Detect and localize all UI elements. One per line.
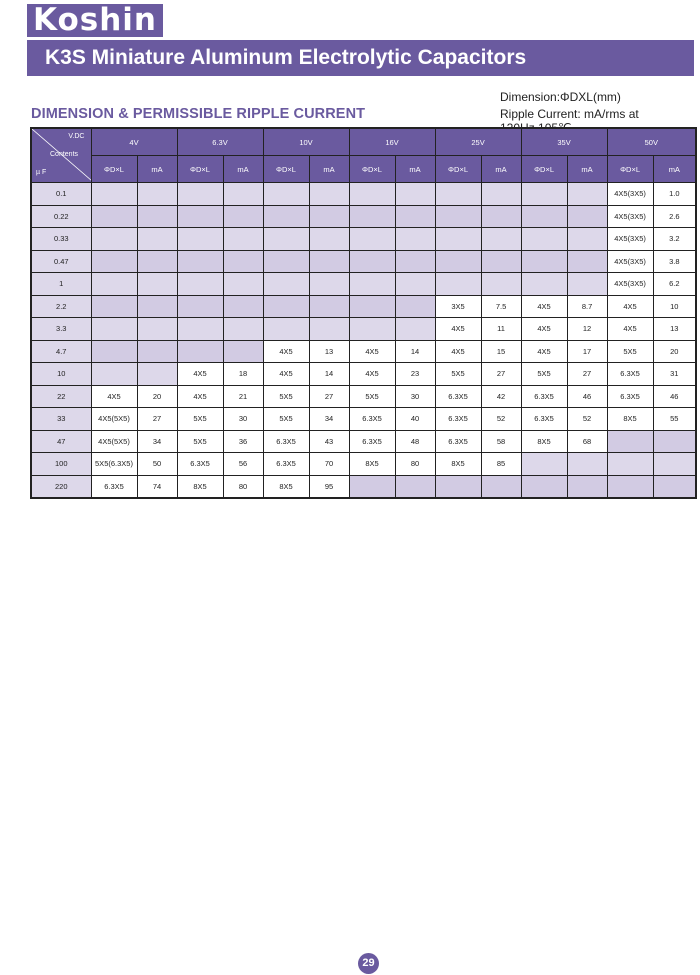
- dimension-cell: 5X5: [607, 340, 653, 363]
- ripple-current-cell: 20: [653, 340, 696, 363]
- ma-subheader: mA: [309, 156, 349, 183]
- capacitance-cell: 2.2: [31, 295, 91, 318]
- dimension-cell: 4X5: [521, 295, 567, 318]
- ripple-current-cell: 55: [653, 408, 696, 431]
- ripple-current-cell: 40: [395, 408, 435, 431]
- dimension-cell: 6.3X5: [263, 430, 309, 453]
- table-row: [31, 295, 696, 318]
- ripple-current-cell: [309, 183, 349, 206]
- ripple-current-cell: [309, 318, 349, 341]
- dimension-cell: 4X5: [177, 363, 223, 386]
- ripple-current-cell: 52: [481, 408, 521, 431]
- dimension-cell: 4X5: [177, 385, 223, 408]
- ripple-current-cell: [309, 205, 349, 228]
- ripple-current-cell: 14: [309, 363, 349, 386]
- section-title: DIMENSION & PERMISSIBLE RIPPLE CURRENT: [31, 106, 366, 122]
- ripple-current-cell: [567, 475, 607, 498]
- dimension-cell: 4X5(3X5): [607, 183, 653, 206]
- dim-subheader: ΦD×L: [435, 156, 481, 183]
- ripple-current-cell: [395, 318, 435, 341]
- capacitance-cell: 0.1: [31, 183, 91, 206]
- table-row: [31, 385, 696, 408]
- ripple-current-cell: 8.7: [567, 295, 607, 318]
- ripple-current-cell: 68: [567, 430, 607, 453]
- table-row: [31, 475, 696, 498]
- ripple-current-cell: [309, 295, 349, 318]
- ripple-current-cell: 95: [309, 475, 349, 498]
- dimension-cell: [177, 273, 223, 296]
- dimension-cell: [91, 340, 137, 363]
- dimension-cell: 6.3X5: [435, 408, 481, 431]
- ripple-current-cell: 85: [481, 453, 521, 476]
- dimension-cell: 3X5: [435, 295, 481, 318]
- dimension-cell: [263, 273, 309, 296]
- dimension-cell: [521, 228, 567, 251]
- dimension-cell: [263, 250, 309, 273]
- brand-logo: Koshin: [27, 4, 163, 37]
- corner-uf-label: µ F: [36, 169, 47, 176]
- ripple-current-cell: 6.2: [653, 273, 696, 296]
- dimension-cell: 8X5: [177, 475, 223, 498]
- ripple-current-cell: [223, 205, 263, 228]
- dimension-cell: 4X5: [521, 340, 567, 363]
- table-row: [31, 273, 696, 296]
- dimension-cell: [263, 183, 309, 206]
- ripple-current-cell: 21: [223, 385, 263, 408]
- dimension-cell: [435, 273, 481, 296]
- dimension-cell: [177, 228, 223, 251]
- ripple-current-cell: [567, 205, 607, 228]
- ripple-current-cell: [481, 205, 521, 228]
- ripple-current-cell: 48: [395, 430, 435, 453]
- dimension-cell: 8X5: [263, 475, 309, 498]
- ripple-current-cell: [137, 205, 177, 228]
- dimension-cell: 6.3X5: [263, 453, 309, 476]
- dimension-cell: 8X5: [349, 453, 395, 476]
- voltage-header: 10V: [263, 128, 349, 156]
- ripple-current-cell: [137, 295, 177, 318]
- table-corner: [31, 128, 91, 183]
- ripple-current-cell: [309, 250, 349, 273]
- ripple-current-cell: 30: [395, 385, 435, 408]
- dimension-cell: [177, 205, 223, 228]
- dimension-cell: [177, 250, 223, 273]
- ripple-current-cell: 10: [653, 295, 696, 318]
- ripple-current-cell: 31: [653, 363, 696, 386]
- ma-subheader: mA: [653, 156, 696, 183]
- ripple-current-cell: 43: [309, 430, 349, 453]
- ripple-current-cell: 50: [137, 453, 177, 476]
- dim-subheader: ΦD×L: [91, 156, 137, 183]
- dimension-cell: 5X5: [435, 363, 481, 386]
- ripple-current-cell: 56: [223, 453, 263, 476]
- dimension-cell: 6.3X5: [607, 385, 653, 408]
- ripple-current-cell: [395, 250, 435, 273]
- dimension-cell: 4X5: [349, 363, 395, 386]
- ripple-current-cell: [137, 318, 177, 341]
- dimension-cell: [91, 363, 137, 386]
- ripple-current-cell: [567, 250, 607, 273]
- dimension-cell: [349, 228, 395, 251]
- ripple-current-cell: 27: [137, 408, 177, 431]
- dimension-cell: [349, 205, 395, 228]
- ripple-current-cell: 2.6: [653, 205, 696, 228]
- voltage-header: 4V: [91, 128, 177, 156]
- ripple-current-cell: [395, 273, 435, 296]
- dim-subheader: ΦD×L: [607, 156, 653, 183]
- ripple-current-cell: [395, 205, 435, 228]
- ripple-current-cell: [395, 228, 435, 251]
- dimension-cell: [349, 318, 395, 341]
- dim-subheader: ΦD×L: [177, 156, 223, 183]
- ripple-current-cell: 13: [309, 340, 349, 363]
- ripple-current-cell: [137, 273, 177, 296]
- ripple-current-cell: 7.5: [481, 295, 521, 318]
- dimension-cell: [349, 183, 395, 206]
- ripple-current-cell: 80: [395, 453, 435, 476]
- ripple-current-cell: [653, 430, 696, 453]
- dimension-cell: 6.3X5: [91, 475, 137, 498]
- corner-contents-label: Contents: [50, 151, 79, 158]
- ripple-current-cell: 34: [309, 408, 349, 431]
- ripple-current-cell: 42: [481, 385, 521, 408]
- table-row: [31, 250, 696, 273]
- dimension-cell: 4X5: [607, 295, 653, 318]
- dimension-cell: 6.3X5: [521, 408, 567, 431]
- voltage-header: 35V: [521, 128, 607, 156]
- dimension-cell: 8X5: [435, 453, 481, 476]
- ripple-current-cell: 11: [481, 318, 521, 341]
- capacitance-cell: 33: [31, 408, 91, 431]
- dimension-cell: 4X5(5X5): [91, 430, 137, 453]
- dimension-cell: [91, 295, 137, 318]
- dimension-cell: 5X5: [263, 408, 309, 431]
- dimension-cell: [349, 273, 395, 296]
- dimension-cell: [435, 250, 481, 273]
- ripple-current-cell: 52: [567, 408, 607, 431]
- ma-subheader: mA: [567, 156, 607, 183]
- ripple-current-cell: [223, 340, 263, 363]
- ma-subheader: mA: [481, 156, 521, 183]
- capacitance-cell: 22: [31, 385, 91, 408]
- dimension-cell: 6.3X5: [177, 453, 223, 476]
- ripple-current-cell: [309, 228, 349, 251]
- dimension-cell: 4X5: [607, 318, 653, 341]
- ripple-current-cell: [137, 340, 177, 363]
- ripple-current-cell: [481, 273, 521, 296]
- ripple-current-cell: [309, 273, 349, 296]
- dimension-cell: 6.3X5: [349, 430, 395, 453]
- table-row: [31, 228, 696, 251]
- dimension-cell: 5X5: [263, 385, 309, 408]
- dimension-cell: 4X5(3X5): [607, 250, 653, 273]
- dimension-cell: [91, 183, 137, 206]
- dimension-cell: 4X5(3X5): [607, 205, 653, 228]
- ripple-current-cell: 80: [223, 475, 263, 498]
- ripple-current-cell: [223, 318, 263, 341]
- capacitance-cell: 0.22: [31, 205, 91, 228]
- ripple-current-cell: [653, 475, 696, 498]
- dimension-cell: 4X5: [91, 385, 137, 408]
- dimension-cell: [91, 318, 137, 341]
- table-row: [31, 318, 696, 341]
- table-row: [31, 430, 696, 453]
- ripple-current-cell: 3.8: [653, 250, 696, 273]
- dimension-cell: [521, 273, 567, 296]
- ripple-current-cell: [481, 228, 521, 251]
- table-body: [31, 183, 696, 499]
- page-number: 29: [358, 953, 379, 974]
- capacitance-cell: 10: [31, 363, 91, 386]
- voltage-header: 25V: [435, 128, 521, 156]
- dimension-cell: [177, 318, 223, 341]
- page-title: K3S Miniature Aluminum Electrolytic Capacitors: [27, 40, 694, 76]
- table-row: [31, 205, 696, 228]
- ripple-current-cell: [395, 295, 435, 318]
- dimension-cell: [91, 250, 137, 273]
- ripple-current-cell: [567, 273, 607, 296]
- dimension-cell: 5X5: [177, 408, 223, 431]
- dimension-cell: [349, 295, 395, 318]
- ripple-current-cell: 3.2: [653, 228, 696, 251]
- subheader-row: [31, 156, 696, 183]
- dimension-cell: [435, 475, 481, 498]
- voltage-header: 16V: [349, 128, 435, 156]
- dimension-cell: 5X5: [177, 430, 223, 453]
- ma-subheader: mA: [137, 156, 177, 183]
- capacitance-cell: 3.3: [31, 318, 91, 341]
- voltage-header-row: [31, 128, 696, 156]
- dimension-cell: [435, 183, 481, 206]
- dimension-cell: [263, 205, 309, 228]
- ripple-current-cell: [653, 453, 696, 476]
- ripple-spec: Ripple Current: mA/rms at: [500, 107, 639, 121]
- dimension-cell: [263, 228, 309, 251]
- dimension-cell: [521, 205, 567, 228]
- capacitor-table: [30, 127, 697, 499]
- ma-subheader: mA: [395, 156, 435, 183]
- dimension-cell: 5X5: [521, 363, 567, 386]
- capacitance-cell: 220: [31, 475, 91, 498]
- dimension-spec: Dimension:ΦDXL(mm): [500, 90, 621, 104]
- dimension-cell: [91, 273, 137, 296]
- ripple-current-cell: 27: [309, 385, 349, 408]
- dimension-cell: 4X5: [435, 318, 481, 341]
- ripple-current-cell: 27: [481, 363, 521, 386]
- ripple-current-cell: [567, 453, 607, 476]
- ripple-current-cell: [395, 475, 435, 498]
- dimension-cell: 8X5: [607, 408, 653, 431]
- ripple-current-cell: 36: [223, 430, 263, 453]
- capacitance-cell: 100: [31, 453, 91, 476]
- ripple-current-cell: 12: [567, 318, 607, 341]
- ripple-current-cell: [567, 228, 607, 251]
- dimension-cell: [521, 475, 567, 498]
- dimension-cell: [435, 205, 481, 228]
- ripple-current-cell: [137, 228, 177, 251]
- ripple-current-cell: [481, 250, 521, 273]
- ripple-current-cell: [223, 250, 263, 273]
- dimension-cell: 5X5(6.3X5): [91, 453, 137, 476]
- ripple-current-cell: 20: [137, 385, 177, 408]
- voltage-header: 50V: [607, 128, 696, 156]
- dimension-cell: 4X5: [349, 340, 395, 363]
- dimension-cell: 6.3X5: [435, 385, 481, 408]
- dimension-cell: 6.3X5: [435, 430, 481, 453]
- ripple-current-cell: 46: [567, 385, 607, 408]
- dim-subheader: ΦD×L: [263, 156, 309, 183]
- ripple-current-cell: 34: [137, 430, 177, 453]
- dimension-cell: [607, 453, 653, 476]
- ripple-current-cell: [481, 183, 521, 206]
- dimension-cell: [263, 295, 309, 318]
- dimension-cell: [177, 340, 223, 363]
- capacitance-cell: 0.47: [31, 250, 91, 273]
- table-row: [31, 363, 696, 386]
- ma-subheader: mA: [223, 156, 263, 183]
- ripple-current-cell: 14: [395, 340, 435, 363]
- dimension-cell: [349, 475, 395, 498]
- ripple-current-cell: [395, 183, 435, 206]
- ripple-current-cell: 18: [223, 363, 263, 386]
- dimension-cell: [435, 228, 481, 251]
- dimension-cell: [521, 250, 567, 273]
- dimension-cell: 4X5: [435, 340, 481, 363]
- capacitance-cell: 47: [31, 430, 91, 453]
- dimension-cell: [177, 183, 223, 206]
- dimension-cell: [607, 430, 653, 453]
- dimension-cell: 4X5: [263, 340, 309, 363]
- voltage-header: 6.3V: [177, 128, 263, 156]
- dimension-cell: 4X5: [521, 318, 567, 341]
- ripple-current-cell: 30: [223, 408, 263, 431]
- dimension-cell: [91, 205, 137, 228]
- dimension-cell: [521, 453, 567, 476]
- ripple-current-cell: [223, 295, 263, 318]
- ripple-current-cell: 27: [567, 363, 607, 386]
- dimension-cell: [607, 475, 653, 498]
- table-row: [31, 408, 696, 431]
- dimension-cell: 5X5: [349, 385, 395, 408]
- dimension-cell: 4X5(3X5): [607, 273, 653, 296]
- ripple-current-cell: 17: [567, 340, 607, 363]
- dimension-cell: [349, 250, 395, 273]
- dimension-cell: 6.3X5: [607, 363, 653, 386]
- dimension-cell: 6.3X5: [521, 385, 567, 408]
- table-row: [31, 183, 696, 206]
- ripple-current-cell: 58: [481, 430, 521, 453]
- dimension-cell: [521, 183, 567, 206]
- ripple-current-cell: [223, 183, 263, 206]
- dimension-cell: [91, 228, 137, 251]
- ripple-current-cell: [137, 250, 177, 273]
- ripple-current-cell: 1.0: [653, 183, 696, 206]
- ripple-current-cell: [567, 183, 607, 206]
- ripple-current-cell: 13: [653, 318, 696, 341]
- ripple-current-cell: 15: [481, 340, 521, 363]
- ripple-current-cell: [223, 273, 263, 296]
- ripple-current-cell: [481, 475, 521, 498]
- table-row: [31, 453, 696, 476]
- dimension-cell: [263, 318, 309, 341]
- dimension-cell: 4X5: [263, 363, 309, 386]
- dimension-cell: [177, 295, 223, 318]
- table-row: [31, 340, 696, 363]
- ripple-current-cell: 23: [395, 363, 435, 386]
- corner-vdc-label: V.DC: [68, 133, 85, 140]
- dim-subheader: ΦD×L: [521, 156, 567, 183]
- ripple-current-cell: 46: [653, 385, 696, 408]
- ripple-current-cell: [137, 363, 177, 386]
- ripple-current-cell: [137, 183, 177, 206]
- capacitance-cell: 0.33: [31, 228, 91, 251]
- capacitance-cell: 1: [31, 273, 91, 296]
- dimension-cell: 4X5(5X5): [91, 408, 137, 431]
- ripple-current-cell: [223, 228, 263, 251]
- capacitance-cell: 4.7: [31, 340, 91, 363]
- ripple-current-cell: 74: [137, 475, 177, 498]
- dimension-cell: 4X5(3X5): [607, 228, 653, 251]
- dimension-cell: 6.3X5: [349, 408, 395, 431]
- dim-subheader: ΦD×L: [349, 156, 395, 183]
- ripple-current-cell: 70: [309, 453, 349, 476]
- dimension-cell: 8X5: [521, 430, 567, 453]
